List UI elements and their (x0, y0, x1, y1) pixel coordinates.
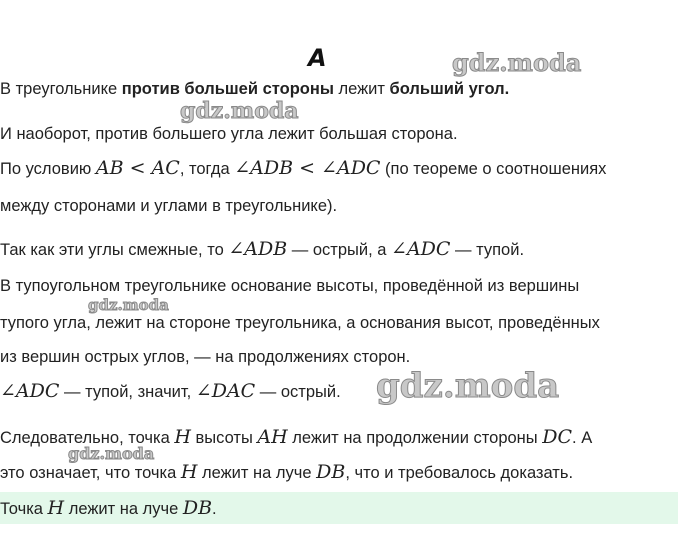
math-expression: ∠ADC (391, 238, 451, 260)
math-expression: AB < AC (95, 157, 180, 179)
text-fragment: — острый, а (287, 241, 392, 259)
text-line-6: В тупоугольном треугольнике основание высоты, проведённой из вершины (0, 277, 580, 295)
text-fragment: — тупой, значит, (59, 383, 196, 401)
watermark-large: gdz.moda (376, 366, 560, 406)
math-expression: DC (542, 426, 573, 448)
text-fragment: — острый. (255, 383, 341, 401)
text-fragment: — тупой. (450, 241, 525, 259)
text-fragment: Точка (0, 500, 48, 518)
text-fragment: По условию (0, 160, 96, 178)
math-expression: ∠ADB (228, 238, 288, 260)
text-line-8: из вершин острых углов, — на продолжениях сторон. (0, 348, 411, 366)
text-fragment: это означает, что точка (0, 464, 181, 482)
text-line-4: между сторонами и углами в треугольнике). (0, 197, 338, 215)
text-line-11 (0, 461, 573, 484)
text-fragment: (по теореме о соотношениях (380, 160, 607, 178)
watermark-small-2: gdz.moda (68, 444, 155, 463)
watermark-small-1: gdz.moda (88, 296, 169, 314)
bold-fragment: против большей стороны (121, 80, 334, 98)
text-fragment: Так как эти углы смежные, то (0, 241, 229, 259)
heading-letter: A (308, 44, 327, 72)
math-expression: AH (257, 426, 288, 448)
text-line-1 (0, 78, 509, 100)
watermark-top-right: gdz.moda (452, 48, 582, 77)
math-expression: H (47, 497, 65, 519)
math-expression: DB (182, 497, 213, 519)
math-expression: ∠ADB < ∠ADC (234, 157, 381, 179)
answer-text (0, 497, 217, 520)
text-fragment: В треугольнике (0, 80, 122, 98)
text-line-10 (0, 426, 592, 449)
math-expression: DB (316, 461, 346, 483)
answer-box (0, 492, 678, 524)
math-expression: ∠DAC (195, 380, 256, 402)
watermark-left-1: gdz.moda (180, 98, 299, 124)
text-fragment: высоты (190, 429, 258, 447)
text-fragment: . А (572, 429, 593, 447)
text-fragment: лежит на продолжении стороны (287, 429, 543, 447)
text-fragment: , тогда (179, 160, 235, 178)
text-line-7: тупого угла, лежит на стороне треугольника, а основания высот, проведённых (0, 314, 600, 332)
text-fragment: лежит на луче (197, 464, 317, 482)
text-fragment: лежит на луче (64, 500, 183, 518)
text-fragment: . (212, 500, 217, 518)
math-expression: H (174, 426, 191, 448)
bold-fragment: больший угол. (389, 80, 510, 98)
text-line-5 (0, 238, 524, 261)
text-line-3 (0, 157, 606, 180)
text-fragment: Следовательно, точка (0, 429, 175, 447)
text-line-2: И наоборот, против большего угла лежит большая сторона. (0, 125, 458, 143)
text-fragment: , что и требовалось доказать. (345, 464, 574, 482)
math-expression: H (180, 461, 198, 483)
text-line-9 (0, 380, 341, 403)
math-expression: ∠ADC (0, 380, 60, 402)
text-fragment: лежит (333, 80, 390, 98)
